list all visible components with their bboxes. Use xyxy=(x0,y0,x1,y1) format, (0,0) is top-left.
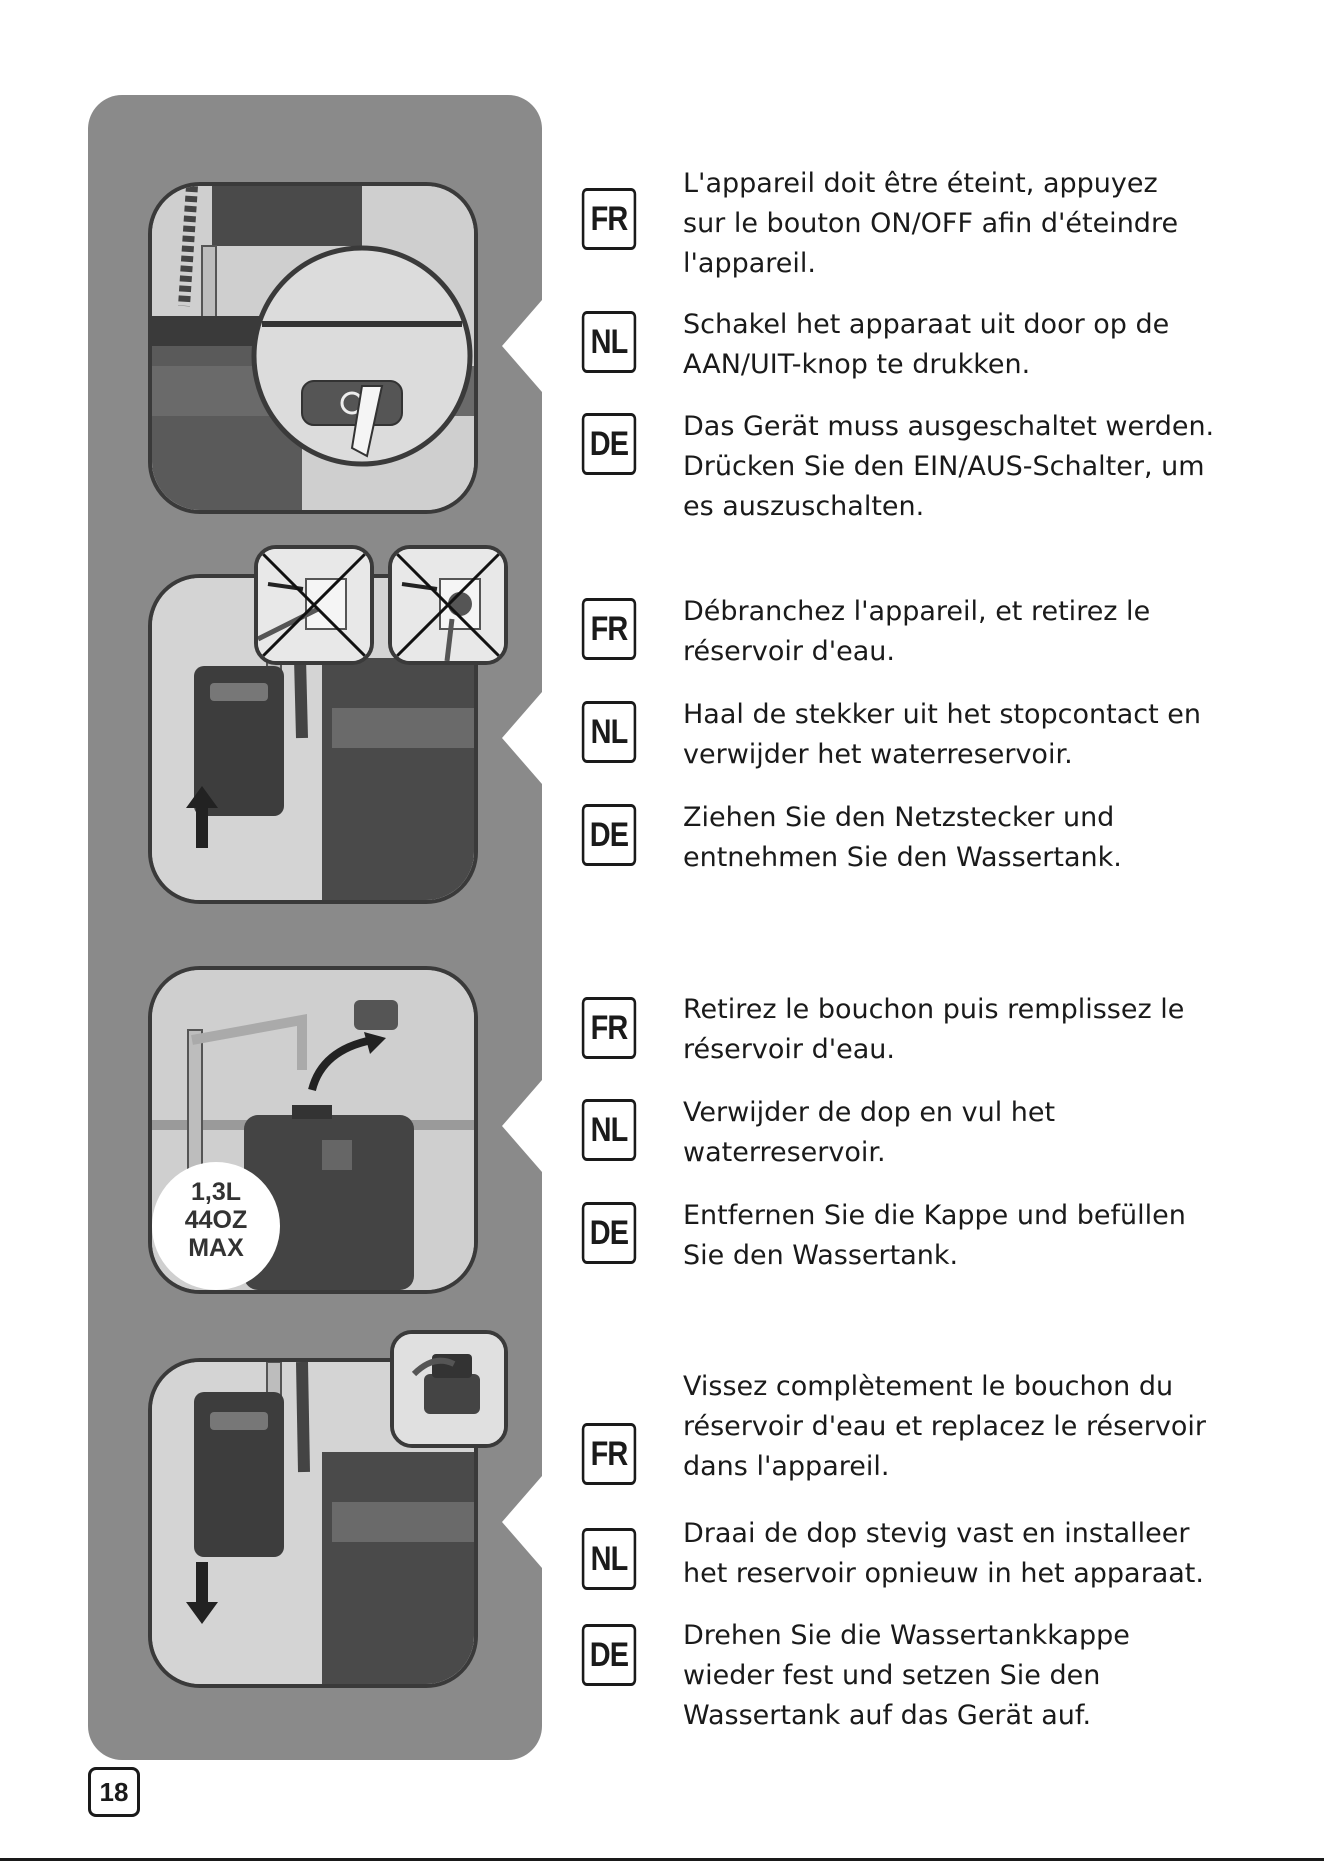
step4-nl-text: Draai de dop stevig vast en installeer het reservoir opnieuw in het apparaat. xyxy=(683,1518,1204,1589)
page-number: 18 xyxy=(88,1767,140,1817)
step2-de-text: Ziehen Sie den Netzstecker und entnehmen Sie den Wassertank. xyxy=(683,802,1122,873)
panel-notch xyxy=(502,300,542,392)
lang-label-fr: FR xyxy=(582,1423,636,1485)
capacity-liters: 1,3L xyxy=(190,1178,242,1206)
step4-fr-text: Vissez complètement le bouchon du réservoir d'eau et replacez le réservoir dans l'appareil. xyxy=(683,1371,1206,1482)
illustration-inset-screw-cap xyxy=(390,1330,508,1448)
lang-label-de: DE xyxy=(582,804,636,866)
capacity-ounces: 44OZ xyxy=(184,1206,248,1234)
lang-label-nl: NL xyxy=(582,1099,636,1161)
step1-fr-text: L'appareil doit être éteint, appuyez sur le bouton ON/OFF afin d'éteindre l'appareil. xyxy=(683,168,1179,279)
lang-label-fr: FR xyxy=(582,598,636,660)
capacity-max: MAX xyxy=(188,1234,244,1262)
lang-label-de: DE xyxy=(582,1202,636,1264)
step2-nl-text: Haal de stekker uit het stopcontact en verwijder het waterreservoir. xyxy=(683,699,1202,770)
step1-de-text: Das Gerät muss ausgeschaltet werden. Drücken Sie den EIN/AUS-Schalter, um es auszuschalten. xyxy=(683,411,1215,522)
lang-label-nl: NL xyxy=(582,311,636,373)
panel-notch xyxy=(502,1080,542,1172)
step2-fr-text: Débranchez l'appareil, et retirez le réservoir d'eau. xyxy=(683,596,1151,667)
panel-notch xyxy=(502,1476,542,1568)
lang-label-de: DE xyxy=(582,1624,636,1686)
illustration-inset-unplug-1 xyxy=(254,545,374,665)
illustration-inset-unplug-2 xyxy=(388,545,508,665)
step1-nl-text: Schakel het apparaat uit door op de AAN/UIT-knop te drukken. xyxy=(683,309,1170,380)
footer-rule xyxy=(0,1858,1324,1861)
panel-notch xyxy=(502,692,542,784)
lang-label-de: DE xyxy=(582,413,636,475)
illustration-power-off xyxy=(148,182,478,514)
step3-de-text: Entfernen Sie die Kappe und befüllen Sie den Wassertank. xyxy=(683,1200,1186,1271)
step4-de-text: Drehen Sie die Wassertankkappe wieder fest und setzen Sie den Wassertank auf das Gerät auf. xyxy=(683,1620,1130,1731)
lang-label-fr: FR xyxy=(582,188,636,250)
lang-label-nl: NL xyxy=(582,701,636,763)
capacity-badge xyxy=(152,1162,280,1290)
step3-nl-text: Verwijder de dop en vul het waterreservoir. xyxy=(683,1097,1056,1168)
lang-label-fr: FR xyxy=(582,997,636,1059)
step3-fr-text: Retirez le bouchon puis remplissez le réservoir d'eau. xyxy=(683,994,1185,1065)
lang-label-nl: NL xyxy=(582,1528,636,1590)
